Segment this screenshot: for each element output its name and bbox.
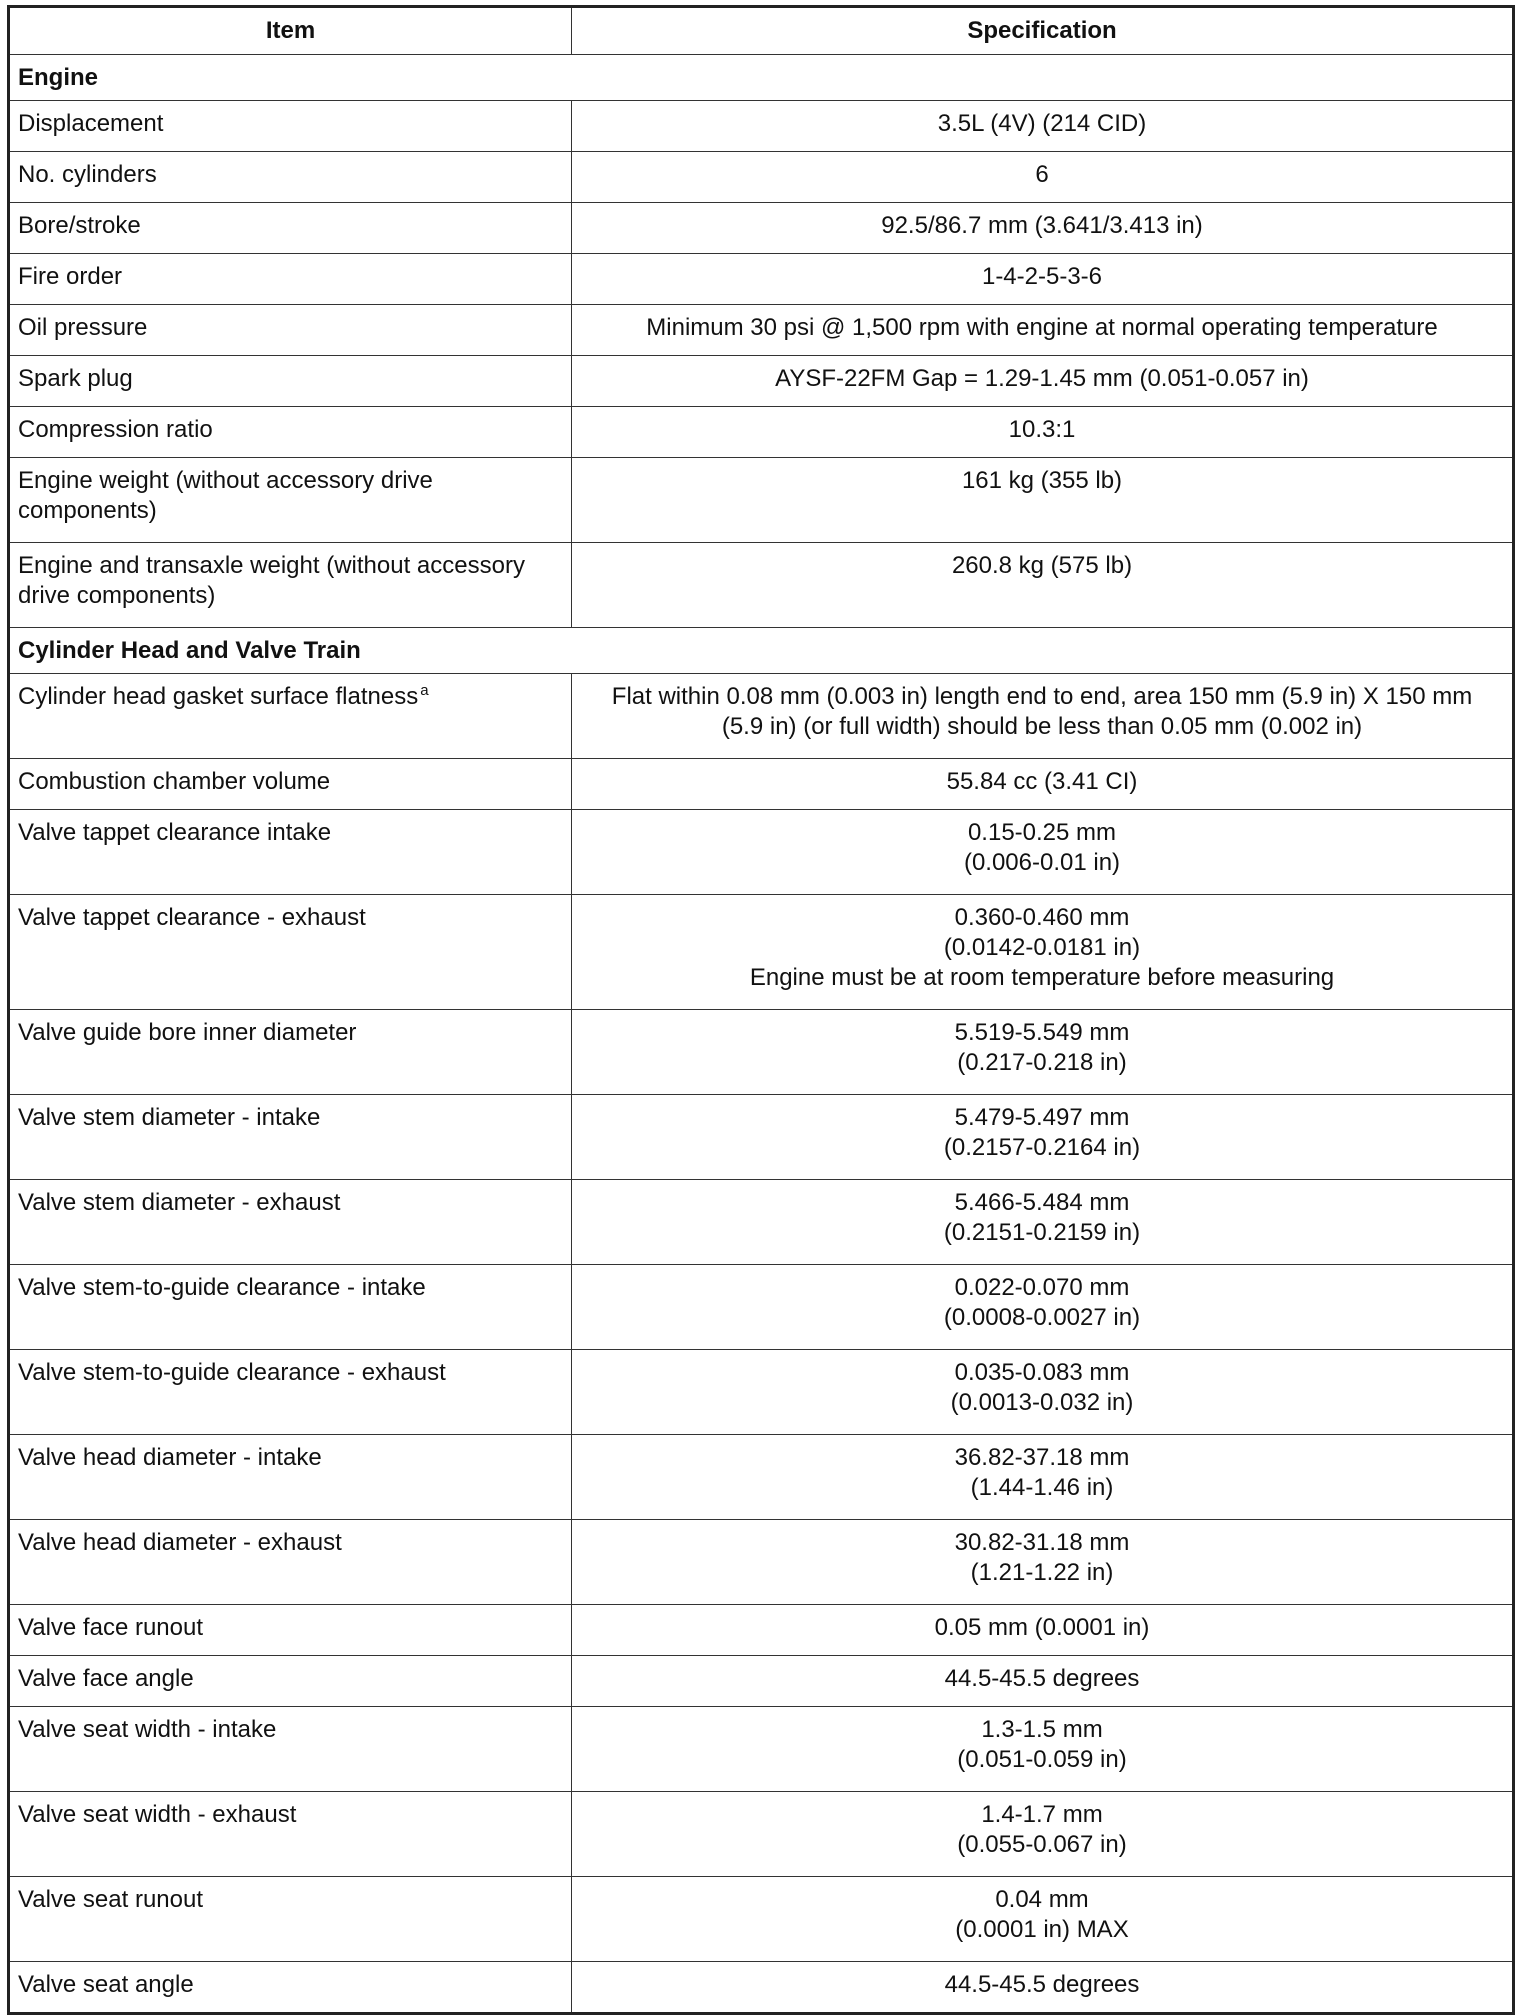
item-label: Bore/stroke xyxy=(18,212,141,239)
item-label: Valve stem-to-guide clearance - exhaust xyxy=(18,1359,446,1386)
specification-cell xyxy=(572,1010,1514,1095)
specification-line: (0.2157-0.2164 in) xyxy=(943,1134,1141,1161)
specification-cell xyxy=(572,1792,1514,1877)
specification-line: 30.82-31.18 mm xyxy=(954,1529,1130,1556)
specification-table xyxy=(7,5,1515,2015)
specification-line: (0.055-0.067 in) xyxy=(957,1831,1127,1858)
specification-line: (1.44-1.46 in) xyxy=(970,1474,1114,1501)
item-label: Combustion chamber volume xyxy=(18,768,331,795)
item-cell xyxy=(9,356,572,407)
specification-line: (0.0142-0.0181 in) xyxy=(943,934,1141,961)
specification-line: 0.15-0.25 mm xyxy=(967,819,1117,846)
specification-cell xyxy=(572,1265,1514,1350)
table-row xyxy=(9,543,1514,628)
table-row xyxy=(9,1010,1514,1095)
specification-line: 0.04 mm xyxy=(995,1886,1089,1913)
specification-cell xyxy=(572,254,1514,305)
item-cell xyxy=(9,1707,572,1792)
specification-cell xyxy=(572,356,1514,407)
header-item: Item xyxy=(9,7,572,55)
item-cell xyxy=(9,1010,572,1095)
specification-cell xyxy=(572,458,1514,543)
item-label: Valve seat width - exhaust xyxy=(18,1801,297,1828)
table-body xyxy=(9,55,1514,2014)
specification-line: (0.006-0.01 in) xyxy=(963,849,1121,876)
specification-line: 1.3-1.5 mm xyxy=(981,1716,1103,1743)
specification-line: (0.0013-0.032 in) xyxy=(950,1389,1134,1416)
specification-line: 260.8 kg (575 lb) xyxy=(951,552,1133,579)
specification-line: 92.5/86.7 mm (3.641/3.413 in) xyxy=(881,212,1203,239)
specification-line: 5.479-5.497 mm xyxy=(954,1104,1130,1131)
specification-cell xyxy=(572,101,1514,152)
specification-line: 5.519-5.549 mm xyxy=(954,1019,1130,1046)
table-row xyxy=(9,458,1514,543)
table-row xyxy=(9,759,1514,810)
specification-line: Engine must be at room temperature before measuring xyxy=(749,964,1335,991)
table-row xyxy=(9,1350,1514,1435)
table-row xyxy=(9,1180,1514,1265)
specification-cell xyxy=(572,407,1514,458)
item-label: Displacement xyxy=(18,110,164,137)
specification-cell xyxy=(572,203,1514,254)
item-cell xyxy=(9,1180,572,1265)
specification-cell xyxy=(572,895,1514,1010)
specification-line: 44.5-45.5 degrees xyxy=(944,1971,1140,1998)
table-row xyxy=(9,203,1514,254)
item-label: Spark plug xyxy=(18,365,133,392)
item-label: Valve stem-to-guide clearance - intake xyxy=(18,1274,426,1301)
table-row xyxy=(9,254,1514,305)
table-row xyxy=(9,1656,1514,1707)
item-cell xyxy=(9,1605,572,1656)
table-row xyxy=(9,1877,1514,1962)
item-cell xyxy=(9,759,572,810)
item-cell xyxy=(9,407,572,458)
specification-line: 0.360-0.460 mm xyxy=(954,904,1130,931)
specification-line: Flat within 0.08 mm (0.003 in) length end to end, area 150 mm (5.9 in) X 150 mm xyxy=(611,683,1473,710)
specification-line: 10.3:1 xyxy=(1008,416,1076,443)
specification-line: 3.5L (4V) (214 CID) xyxy=(937,110,1147,137)
item-cell xyxy=(9,1520,572,1605)
item-cell xyxy=(9,543,572,628)
table-row xyxy=(9,1707,1514,1792)
item-label: Valve stem diameter - intake xyxy=(18,1104,321,1131)
item-cell xyxy=(9,895,572,1010)
specification-cell xyxy=(572,674,1514,759)
item-cell xyxy=(9,674,572,759)
specification-cell xyxy=(572,1707,1514,1792)
specification-line: (0.0001 in) MAX xyxy=(955,1916,1129,1943)
item-cell xyxy=(9,203,572,254)
specification-line: 0.035-0.083 mm xyxy=(954,1359,1130,1386)
specification-line: (0.0008-0.0027 in) xyxy=(943,1304,1141,1331)
item-label: Engine weight (without accessory drive components) xyxy=(18,467,433,524)
table-row xyxy=(9,1095,1514,1180)
specification-line: (1.21-1.22 in) xyxy=(970,1559,1114,1586)
table-row xyxy=(9,101,1514,152)
table-row xyxy=(9,305,1514,356)
specification-cell xyxy=(572,152,1514,203)
table-row xyxy=(9,1792,1514,1877)
item-label: Compression ratio xyxy=(18,416,213,443)
table-row xyxy=(9,674,1514,759)
section-row xyxy=(9,55,1514,101)
specification-cell xyxy=(572,1180,1514,1265)
footnote-marker: a xyxy=(420,682,429,699)
table-row xyxy=(9,1962,1514,2014)
item-cell xyxy=(9,1095,572,1180)
header-specification: Specification xyxy=(572,7,1514,55)
specification-cell xyxy=(572,1095,1514,1180)
item-cell xyxy=(9,810,572,895)
specification-line: 1.4-1.7 mm xyxy=(981,1801,1103,1828)
item-label: Valve seat width - intake xyxy=(18,1716,277,1743)
item-label: No. cylinders xyxy=(18,161,157,188)
specification-cell xyxy=(572,305,1514,356)
item-cell xyxy=(9,1656,572,1707)
item-label: Valve seat runout xyxy=(18,1886,204,1913)
specification-cell xyxy=(572,1350,1514,1435)
item-label: Valve seat angle xyxy=(18,1971,194,1998)
item-label: Valve tappet clearance - exhaust xyxy=(18,904,366,931)
specification-cell xyxy=(572,543,1514,628)
specification-line: 0.022-0.070 mm xyxy=(954,1274,1130,1301)
specification-line: 36.82-37.18 mm xyxy=(954,1444,1130,1471)
specification-line: 161 kg (355 lb) xyxy=(961,467,1123,494)
item-cell xyxy=(9,1265,572,1350)
specification-line: (0.2151-0.2159 in) xyxy=(943,1219,1141,1246)
specification-line: 0.05 mm (0.0001 in) xyxy=(934,1614,1150,1641)
specification-line: AYSF-22FM Gap = 1.29-1.45 mm (0.051-0.057 in) xyxy=(775,365,1309,392)
item-label: Valve guide bore inner diameter xyxy=(18,1019,357,1046)
item-label: Valve face angle xyxy=(18,1665,194,1692)
section-title: Cylinder Head and Valve Train xyxy=(9,628,1514,674)
specification-cell xyxy=(572,1877,1514,1962)
item-cell xyxy=(9,458,572,543)
item-cell xyxy=(9,1877,572,1962)
item-cell xyxy=(9,305,572,356)
specification-cell xyxy=(572,759,1514,810)
section-title: Engine xyxy=(9,55,1514,101)
specification-cell xyxy=(572,1656,1514,1707)
item-cell xyxy=(9,1962,572,2014)
table-row xyxy=(9,356,1514,407)
specification-line: (0.217-0.218 in) xyxy=(957,1049,1127,1076)
specification-cell xyxy=(572,1605,1514,1656)
item-label: Engine and transaxle weight (without accessory drive components) xyxy=(18,552,525,609)
table-row xyxy=(9,152,1514,203)
table-row xyxy=(9,1435,1514,1520)
item-cell xyxy=(9,1792,572,1877)
table-row xyxy=(9,407,1514,458)
table-header-row xyxy=(9,7,1514,55)
item-cell xyxy=(9,152,572,203)
specification-line: 44.5-45.5 degrees xyxy=(944,1665,1140,1692)
item-label: Valve tappet clearance intake xyxy=(18,819,332,846)
specification-line: (0.051-0.059 in) xyxy=(957,1746,1127,1773)
item-cell xyxy=(9,1435,572,1520)
specification-cell xyxy=(572,1435,1514,1520)
specification-line: 55.84 cc (3.41 CI) xyxy=(946,768,1138,795)
table-row xyxy=(9,1520,1514,1605)
item-label: Valve head diameter - exhaust xyxy=(18,1529,342,1556)
item-label: Cylinder head gasket surface flatness xyxy=(18,683,419,710)
item-label: Oil pressure xyxy=(18,314,148,341)
specification-line: (5.9 in) (or full width) should be less than 0.05 mm (0.002 in) xyxy=(721,713,1363,740)
specification-line: Minimum 30 psi @ 1,500 rpm with engine at normal operating temperature xyxy=(646,314,1438,341)
table-row xyxy=(9,1265,1514,1350)
item-label: Valve face runout xyxy=(18,1614,204,1641)
specification-line: 5.466-5.484 mm xyxy=(954,1189,1130,1216)
specification-cell xyxy=(572,1962,1514,2014)
item-label: Valve stem diameter - exhaust xyxy=(18,1189,341,1216)
table-row xyxy=(9,895,1514,1010)
table-row xyxy=(9,1605,1514,1656)
item-cell xyxy=(9,1350,572,1435)
item-label: Valve head diameter - intake xyxy=(18,1444,322,1471)
specification-cell xyxy=(572,1520,1514,1605)
table-row xyxy=(9,810,1514,895)
item-cell xyxy=(9,101,572,152)
section-row xyxy=(9,628,1514,674)
item-cell xyxy=(9,254,572,305)
specification-line: 1-4-2-5-3-6 xyxy=(981,263,1103,290)
specification-line: 6 xyxy=(1035,161,1049,188)
item-label: Fire order xyxy=(18,263,123,290)
specification-cell xyxy=(572,810,1514,895)
